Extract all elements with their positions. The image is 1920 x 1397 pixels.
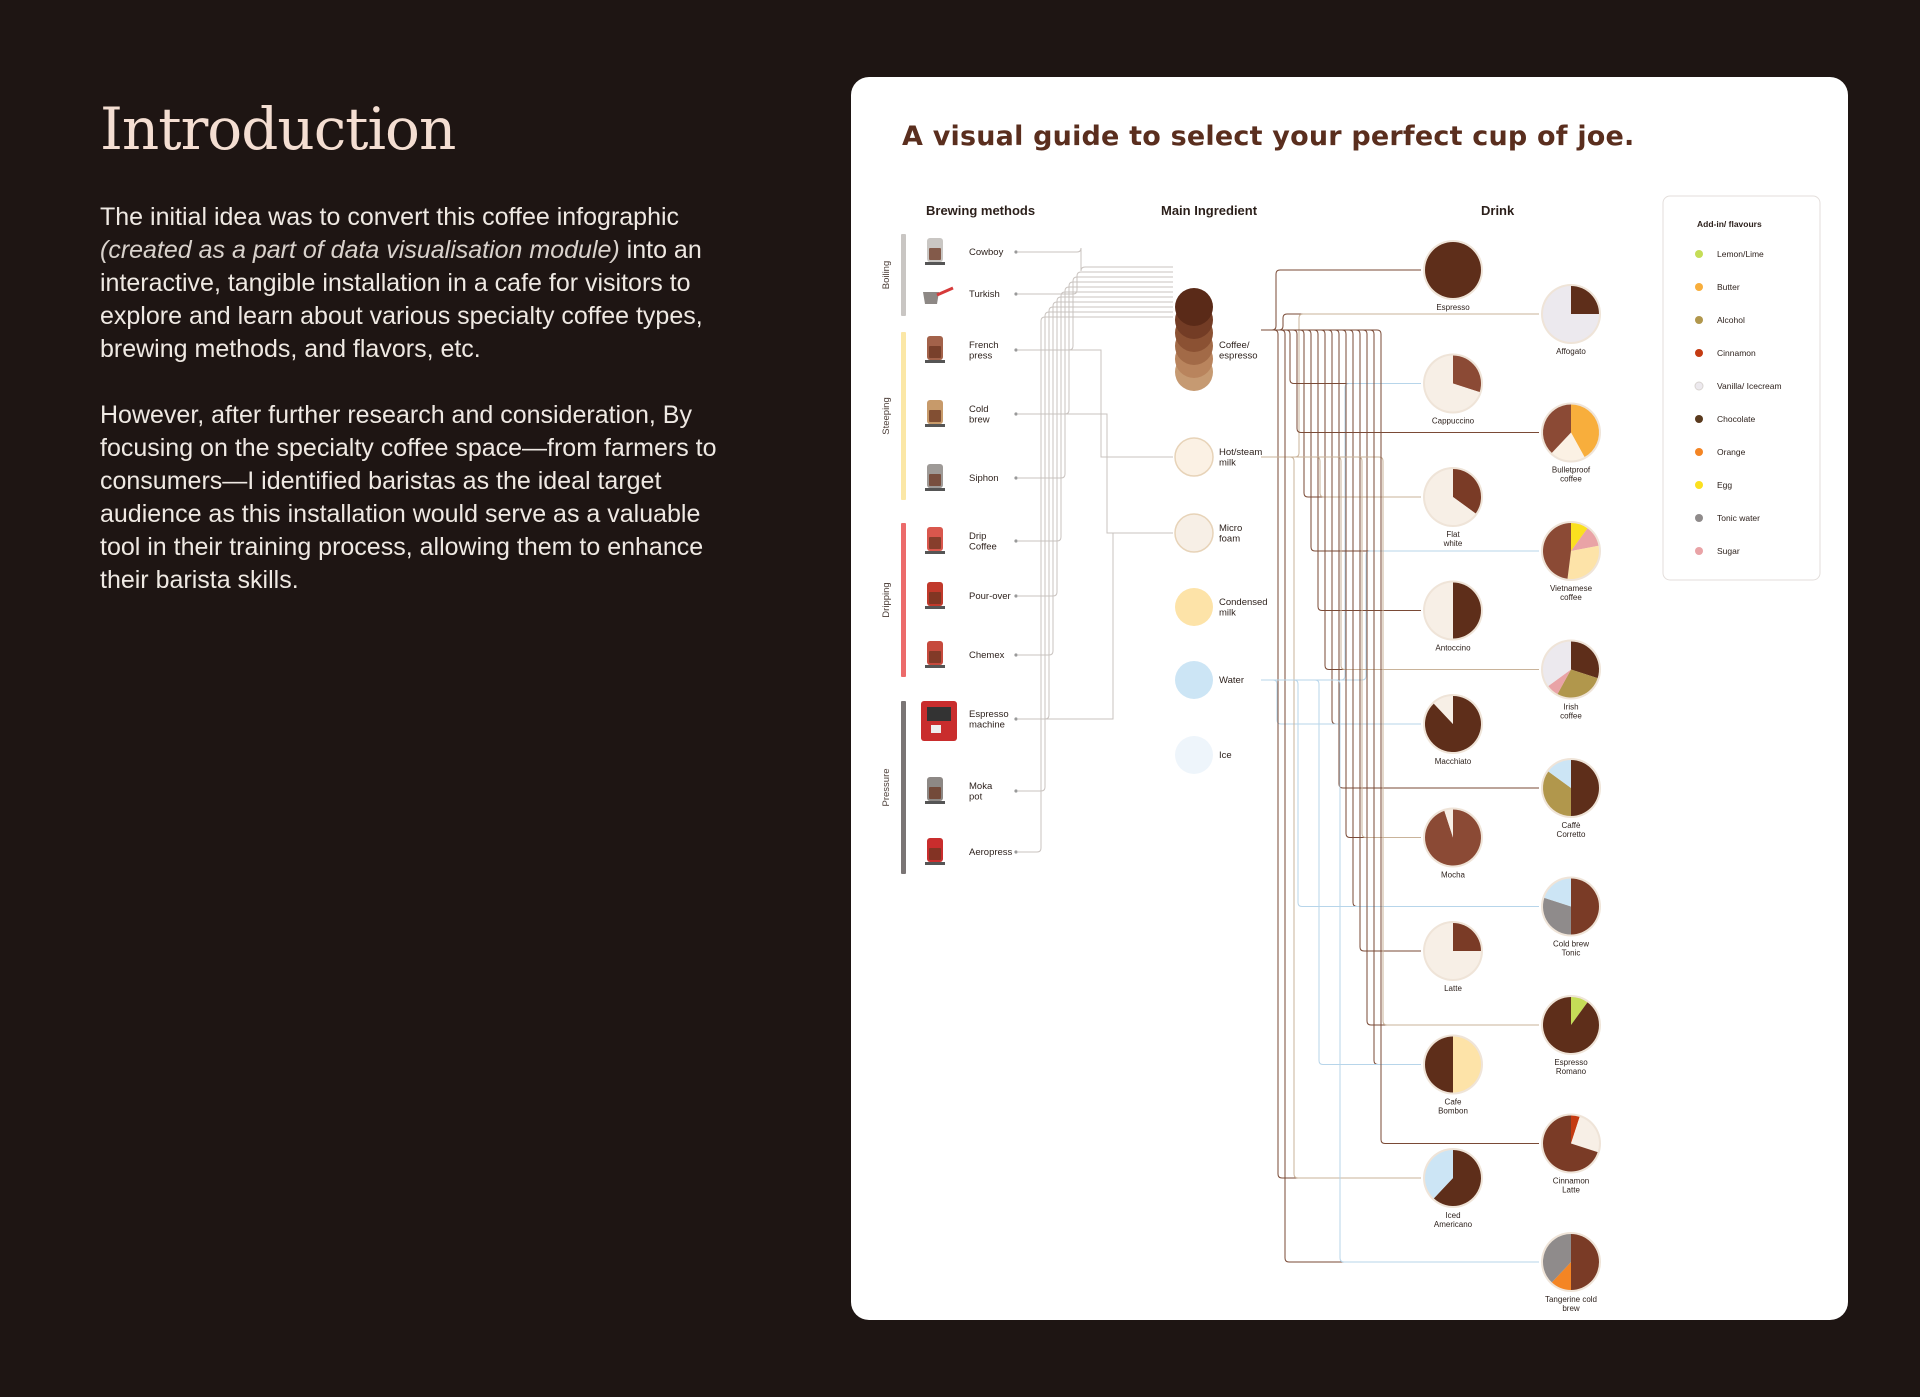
ingredient-label-hot-steam-milk: Hot/steam milk xyxy=(1219,447,1263,469)
legend-label-vanilla-icecream: Vanilla/ Icecream xyxy=(1717,381,1782,391)
group-label-steeping: Steeping xyxy=(881,397,892,435)
legend-label-cinnamon: Cinnamon xyxy=(1717,348,1756,358)
drink-slice-affogato-0 xyxy=(1571,286,1599,314)
drink-pie-antoccino xyxy=(1423,581,1483,641)
drink-pie-espresso xyxy=(1423,240,1483,300)
method-connectors xyxy=(1018,248,1173,852)
method-dot-aeropress xyxy=(1014,850,1017,853)
drink-label-espresso: Espresso xyxy=(1436,303,1470,312)
drink-label-cold-brew-tonic: Cold brew Tonic xyxy=(1552,939,1590,958)
intro-p1-note: (created as a part of data visualisation module) xyxy=(100,236,620,264)
method-icon-aeropress xyxy=(925,838,945,865)
ingredient-label-micro-foam: Micro foam xyxy=(1219,523,1243,545)
method-dot-chemex xyxy=(1014,653,1017,656)
ingredient-icon-hot-steam-milk xyxy=(1175,438,1213,476)
drink-slice-cafe-bombon-0 xyxy=(1453,1037,1481,1093)
drink-slice-caff-corretto-0 xyxy=(1571,760,1599,816)
legend-label-tonic-water: Tonic water xyxy=(1717,513,1760,523)
legend-label-chocolate: Chocolate xyxy=(1717,414,1756,424)
method-label-siphon: Siphon xyxy=(969,473,999,484)
legend-swatch-sugar xyxy=(1695,547,1703,555)
legend-swatch-vanilla-icecream xyxy=(1695,382,1703,390)
method-label-chemex: Chemex xyxy=(969,650,1005,661)
drink-label-irish-coffee: Irish coffee xyxy=(1560,702,1582,721)
method-dot-moka-pot xyxy=(1014,789,1017,792)
method-dot-cold-brew xyxy=(1014,412,1017,415)
intro-p1-start: The initial idea was to convert this coffee infographic xyxy=(100,203,680,231)
legend-title: Add-in/ flavours xyxy=(1697,219,1762,229)
method-dot-french-press xyxy=(1014,348,1017,351)
group-bar-dripping xyxy=(901,523,906,677)
legend-label-sugar: Sugar xyxy=(1717,546,1740,556)
group-label-pressure: Pressure xyxy=(881,768,892,807)
intro-paragraph-1 xyxy=(100,201,740,366)
group-label-boiling: Boiling xyxy=(881,260,892,290)
intro-p1-end: into an interactive, tangible installation in a cafe for visitors to explore and learn about various specialty coffee types, brewing methods, and flavors, etc. xyxy=(100,236,703,363)
ingredient-label-water: Water xyxy=(1219,675,1244,686)
method-icon-cold-brew xyxy=(925,400,945,427)
drink-label-vietnamese-coffee: Vietnamese coffee xyxy=(1549,584,1593,602)
method-label-turkish: Turkish xyxy=(969,289,1000,300)
method-label-espresso-machine: Espresso machine xyxy=(969,709,1009,731)
ingredient-icon-micro-foam xyxy=(1175,514,1213,552)
drink-pie-cappuccino xyxy=(1423,354,1483,414)
drink-pie-latte xyxy=(1423,921,1483,981)
legend-swatch-lemon-lime xyxy=(1695,250,1703,258)
legend-swatch-cinnamon xyxy=(1695,349,1703,357)
method-icon-french-press xyxy=(925,336,945,363)
method-label-drip-coffee: Drip Coffee xyxy=(969,531,997,553)
method-icon-moka-pot xyxy=(925,777,945,804)
coffee-infographic xyxy=(851,77,1848,1320)
method-label-pour-over: Pour-over xyxy=(969,591,1011,602)
ingredient-icon-coffee-espresso xyxy=(1175,288,1213,391)
legend-swatch-chocolate xyxy=(1695,415,1703,423)
drink-label-cinnamon-latte: Cinnamon Latte xyxy=(1552,1176,1590,1195)
ingredient-icon-water xyxy=(1175,661,1213,699)
legend-label-orange: Orange xyxy=(1717,447,1746,457)
drink-label-antoccino: Antoccino xyxy=(1435,643,1471,653)
drink-slice-espresso-romano-1 xyxy=(1543,997,1599,1053)
drink-label-latte: Latte xyxy=(1444,984,1462,993)
group-bar-pressure xyxy=(901,701,906,874)
method-dot-pour-over xyxy=(1014,594,1017,597)
header-main-ingredient: Main Ingredient xyxy=(1161,203,1258,218)
drink-slice-antoccino-0 xyxy=(1453,583,1481,639)
method-icon-siphon xyxy=(925,464,945,491)
method-icon-cowboy xyxy=(925,238,945,265)
infographic-card xyxy=(851,77,1848,1320)
method-icon-turkish xyxy=(923,288,953,304)
drink-pie-espresso-romano xyxy=(1541,995,1601,1055)
method-label-cowboy: Cowboy xyxy=(969,247,1004,258)
legend-swatch-orange xyxy=(1695,448,1703,456)
drink-label-mocha: Mocha xyxy=(1440,870,1466,880)
method-dot-siphon xyxy=(1014,476,1017,479)
drink-slice-antoccino-1 xyxy=(1425,583,1453,639)
drink-label-bulletproof-coffee: Bulletproof coffee xyxy=(1551,465,1591,484)
method-icon-drip-coffee xyxy=(925,527,945,554)
ingredient-label-coffee-espresso: Coffee/ espresso xyxy=(1219,340,1258,362)
drink-label-espresso-romano: Espresso Romano xyxy=(1554,1058,1588,1076)
drink-slice-tangerine-cold-brew-0 xyxy=(1571,1234,1599,1290)
ingredient-label-ice: Ice xyxy=(1219,750,1232,761)
method-label-cold-brew: Cold brew xyxy=(969,404,990,426)
drink-label-affogato: Affogato xyxy=(1556,347,1586,356)
drink-pie-vietnamese-coffee xyxy=(1541,521,1601,581)
method-dot-drip-coffee xyxy=(1014,539,1017,542)
method-icon-chemex xyxy=(925,641,945,668)
group-bar-steeping xyxy=(901,332,906,500)
drink-pie-cold-brew-tonic xyxy=(1541,877,1601,937)
legend-swatch-egg xyxy=(1695,481,1703,489)
drink-slice-cold-brew-tonic-0 xyxy=(1571,879,1599,935)
legend-label-lemon-lime: Lemon/Lime xyxy=(1717,249,1764,259)
drink-pie-bulletproof-coffee xyxy=(1541,403,1601,463)
drink-pie-caff-corretto xyxy=(1541,758,1601,818)
drink-label-iced-americano: Iced Americano xyxy=(1433,1211,1473,1229)
drink-slice-espresso-0 xyxy=(1425,242,1481,298)
method-dot-turkish xyxy=(1014,292,1017,295)
legend xyxy=(1663,196,1820,580)
ingredient-icon-condensed-milk xyxy=(1175,588,1213,626)
header-brewing-methods: Brewing methods xyxy=(926,203,1036,218)
drink-label-flat-white: Flat white xyxy=(1443,530,1463,548)
method-dot-espresso-machine xyxy=(1014,717,1017,720)
drink-pie-cafe-bombon xyxy=(1423,1035,1483,1095)
method-icon-pour-over xyxy=(925,582,945,609)
drink-slice-vietnamese-coffee-3 xyxy=(1543,523,1571,579)
drink-label-cafe-bombon: Cafe Bombon xyxy=(1438,1097,1468,1116)
method-icon-espresso-machine xyxy=(921,701,957,741)
method-label-french-press: French press xyxy=(969,340,999,362)
drink-pie-irish-coffee xyxy=(1541,640,1601,700)
drink-pie-cinnamon-latte xyxy=(1541,1114,1601,1174)
ingredient-label-condensed-milk: Condensed milk xyxy=(1219,597,1268,619)
drink-label-caff-corretto: Caffè Corretto xyxy=(1556,821,1586,839)
legend-label-egg: Egg xyxy=(1717,480,1733,490)
intro-section xyxy=(100,95,740,630)
method-dot-cowboy xyxy=(1014,250,1017,253)
infographic-title: A visual guide to select your perfect cup of joe. xyxy=(902,121,1635,152)
drink-connectors xyxy=(1261,270,1539,1262)
group-bar-boiling xyxy=(901,234,906,316)
drink-label-cappuccino: Cappuccino xyxy=(1431,416,1475,426)
legend-swatch-butter xyxy=(1695,283,1703,291)
drink-pie-affogato xyxy=(1541,284,1601,344)
drink-slice-cafe-bombon-1 xyxy=(1425,1037,1453,1093)
drink-pie-iced-americano xyxy=(1423,1148,1483,1208)
header-drink: Drink xyxy=(1481,203,1515,218)
drink-label-tangerine-cold-brew: Tangerine cold brew xyxy=(1544,1295,1598,1313)
intro-paragraph-2: However, after further research and consideration, By focusing on the specialty coffee space—from farmers to consumers—I identified baristas as the ideal target audience as this installation would serve as a valuable tool in their training process, allowing them to enhance their barista skills. xyxy=(100,401,717,594)
method-label-moka-pot: Moka pot xyxy=(969,781,993,803)
drink-pie-tangerine-cold-brew xyxy=(1541,1232,1601,1292)
legend-swatch-tonic-water xyxy=(1695,514,1703,522)
drink-slice-latte-0 xyxy=(1453,923,1481,951)
legend-swatch-alcohol xyxy=(1695,316,1703,324)
group-label-dripping: Dripping xyxy=(881,582,892,618)
drink-pie-macchiato xyxy=(1423,694,1483,754)
legend-label-butter: Butter xyxy=(1717,282,1740,292)
drink-pie-mocha xyxy=(1423,808,1483,868)
method-label-aeropress: Aeropress xyxy=(969,847,1013,858)
legend-label-alcohol: Alcohol xyxy=(1717,315,1745,325)
drink-label-macchiato: Macchiato xyxy=(1434,757,1472,766)
intro-title: Introduction xyxy=(100,95,456,163)
ingredient-icon-ice xyxy=(1175,736,1213,774)
drink-pie-flat-white xyxy=(1423,467,1483,527)
